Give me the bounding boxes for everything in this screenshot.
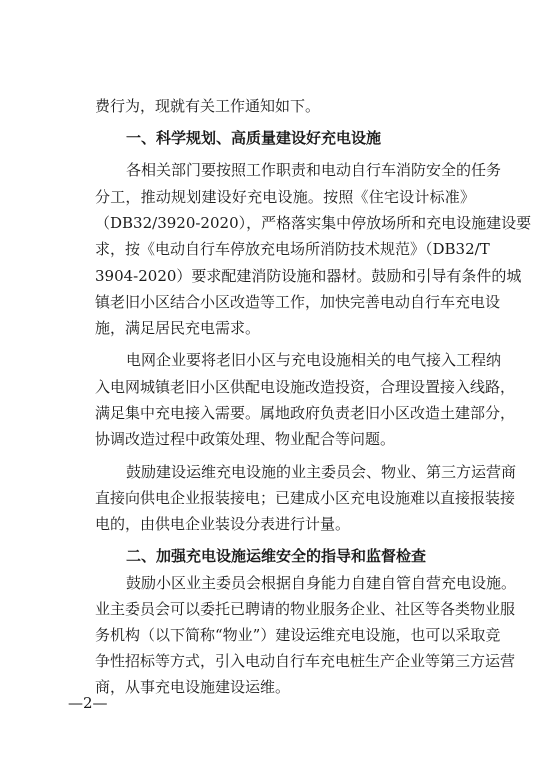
- paragraph-line: （DB32/3920-2020），严格落实集中停放场所和充电设施建设要: [95, 214, 532, 232]
- paragraph-line: 直接向供电企业报装接电；已建成小区充电设施难以直接报装接: [95, 489, 516, 507]
- paragraph-line: 商，从事充电设施建设运维。: [95, 678, 291, 696]
- paragraph-line: 镇老旧小区结合小区改造等工作，加快完善电动自行车充电设: [95, 293, 501, 311]
- paragraph-line: 费行为，现就有关工作通知如下。: [95, 97, 321, 115]
- paragraph-line: 满足集中充电接入需要。属地政府负责老旧小区改造土建部分，: [95, 404, 516, 422]
- paragraph-line: 求，按《电动自行车停放充电场所消防技术规范》（DB32/T: [95, 240, 490, 258]
- paragraph-line: 鼓励小区业主委员会根据自身能力自建自管自营充电设施。: [126, 574, 517, 592]
- paragraph-line: 务机构（以下简称“物业”）建设运维充电设施，也可以采取竞: [95, 626, 501, 644]
- paragraph-line: 业主委员会可以委托已聘请的物业服务企业、社区等各类物业服: [95, 600, 516, 618]
- paragraph-line: 电网企业要将老旧小区与充电设施相关的电气接入工程纳: [126, 351, 502, 369]
- paragraph-line: 鼓励建设运维充电设施的业主委员会、物业、第三方运营商: [126, 463, 517, 481]
- paragraph-line: 施，满足居民充电需求。: [95, 319, 261, 337]
- paragraph-line: 各相关部门要按照工作职责和电动自行车消防安全的任务: [126, 161, 502, 179]
- section-heading-1: 一、科学规划、高质量建设好充电设施: [126, 129, 382, 147]
- paragraph-line: 争性招标等方式，引入电动自行车充电桩生产企业等第三方运营: [95, 652, 516, 670]
- page-number: —2—: [68, 694, 108, 712]
- paragraph-line: 3904-2020）要求配建消防设施和器材。鼓励和引导有条件的城: [95, 267, 522, 285]
- paragraph-line: 协调改造过程中政策处理、物业配合等问题。: [95, 430, 396, 448]
- paragraph-line: 入电网城镇老旧小区供配电设施改造投资，合理设置接入线路，: [95, 378, 516, 396]
- paragraph-line: 电的，由供电企业装设分表进行计量。: [95, 515, 351, 533]
- paragraph-line: 分工，推动规划建设好充电设施。按照《住宅设计标准》: [95, 188, 475, 206]
- section-heading-2: 二、加强充电设施运维安全的指导和监督检查: [126, 547, 427, 565]
